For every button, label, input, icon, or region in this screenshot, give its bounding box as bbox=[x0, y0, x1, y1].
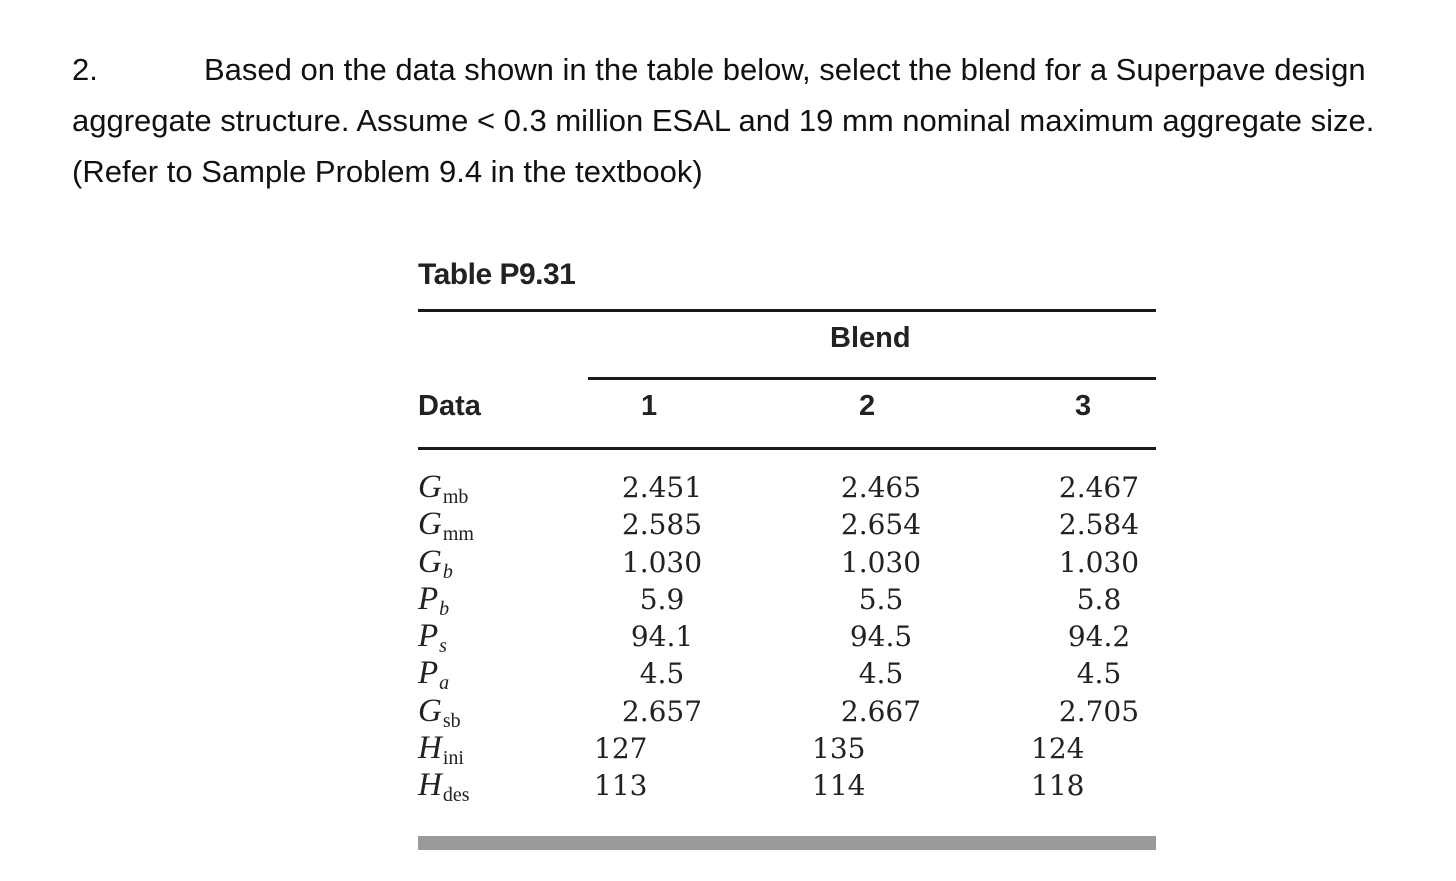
row-symbol: $G_b$ bbox=[418, 543, 453, 583]
cell-blend-1: 5.9 bbox=[639, 582, 685, 616]
cell-blend-3: 2.584 bbox=[1058, 508, 1140, 542]
question-body: Based on the data shown in the table below, select the blend for a Superpave design aggregate structure. Assume < 0.3 million ESAL and 19 mm nominal maximum aggregate size. (Refer to Sample Problem 9.4 in the textbook) bbox=[72, 52, 1375, 189]
table-body bbox=[418, 467, 1158, 807]
cell-blend-3: 124 bbox=[1031, 732, 1085, 766]
cell-blend-1: 4.5 bbox=[639, 657, 685, 691]
row-symbol: $G_{mb}$ bbox=[418, 469, 469, 508]
table-row-gsb bbox=[418, 691, 1158, 732]
cell-blend-2: 114 bbox=[812, 769, 866, 803]
cell-blend-3: 94.2 bbox=[1067, 620, 1131, 654]
row-symbol: $G_{sb}$ bbox=[418, 692, 461, 732]
cell-blend-3: 4.5 bbox=[1076, 657, 1122, 691]
question-number: 2. bbox=[72, 52, 98, 87]
cell-blend-2: 1.030 bbox=[840, 545, 922, 579]
row-symbol: $H_{des}$ bbox=[418, 767, 470, 807]
cell-blend-1: 2.657 bbox=[621, 694, 703, 728]
table-row-gmb bbox=[418, 467, 1158, 508]
table-row-pa bbox=[418, 653, 1158, 695]
row-symbol: $H_{ini}$ bbox=[418, 730, 464, 770]
cell-blend-2: 94.5 bbox=[849, 620, 913, 654]
cell-blend-1: 2.585 bbox=[621, 508, 703, 542]
cell-blend-2: 2.465 bbox=[840, 471, 922, 504]
header-bottom-rule bbox=[418, 447, 1156, 450]
cell-blend-1: 127 bbox=[594, 732, 648, 766]
table-top-rule bbox=[418, 309, 1156, 312]
table-row-hini bbox=[418, 728, 1158, 770]
cell-blend-1: 2.451 bbox=[621, 471, 703, 504]
row-symbol: $P_s$ bbox=[418, 618, 447, 658]
cell-blend-1: 113 bbox=[594, 769, 648, 803]
table-row-ps bbox=[418, 616, 1158, 658]
row-symbol: $P_b$ bbox=[418, 580, 450, 620]
question-text-block bbox=[72, 44, 1412, 197]
blend-group-header: Blend bbox=[830, 322, 911, 354]
table-row-pb bbox=[418, 579, 1158, 620]
data-column-header: Data bbox=[418, 390, 481, 422]
row-symbol: $G_{mm}$ bbox=[418, 506, 474, 546]
blend-3-header: 3 bbox=[1075, 390, 1092, 422]
table-row-gmm bbox=[418, 504, 1158, 546]
cell-blend-3: 2.705 bbox=[1058, 694, 1140, 728]
cell-blend-1: 94.1 bbox=[630, 620, 694, 654]
cell-blend-2: 5.5 bbox=[858, 582, 904, 616]
cell-blend-3: 1.030 bbox=[1058, 545, 1140, 579]
blend-1-header: 1 bbox=[641, 390, 658, 422]
table-row-gb bbox=[418, 542, 1158, 583]
blend-header-rule bbox=[588, 377, 1156, 380]
row-symbol: $P_a$ bbox=[418, 655, 450, 695]
blend-2-header: 2 bbox=[859, 390, 876, 422]
cell-blend-2: 2.667 bbox=[840, 694, 922, 728]
cell-blend-3: 118 bbox=[1031, 769, 1085, 803]
cell-blend-3: 5.8 bbox=[1076, 582, 1122, 616]
cell-blend-2: 135 bbox=[812, 732, 866, 766]
cell-blend-2: 2.654 bbox=[840, 508, 922, 542]
table-caption: Table P9.31 bbox=[418, 258, 576, 291]
cell-blend-3: 2.467 bbox=[1058, 471, 1140, 504]
cell-blend-2: 4.5 bbox=[858, 657, 904, 691]
cell-blend-1: 1.030 bbox=[621, 545, 703, 579]
table-bottom-rule bbox=[418, 836, 1156, 850]
table-row-hdes bbox=[418, 765, 1158, 807]
